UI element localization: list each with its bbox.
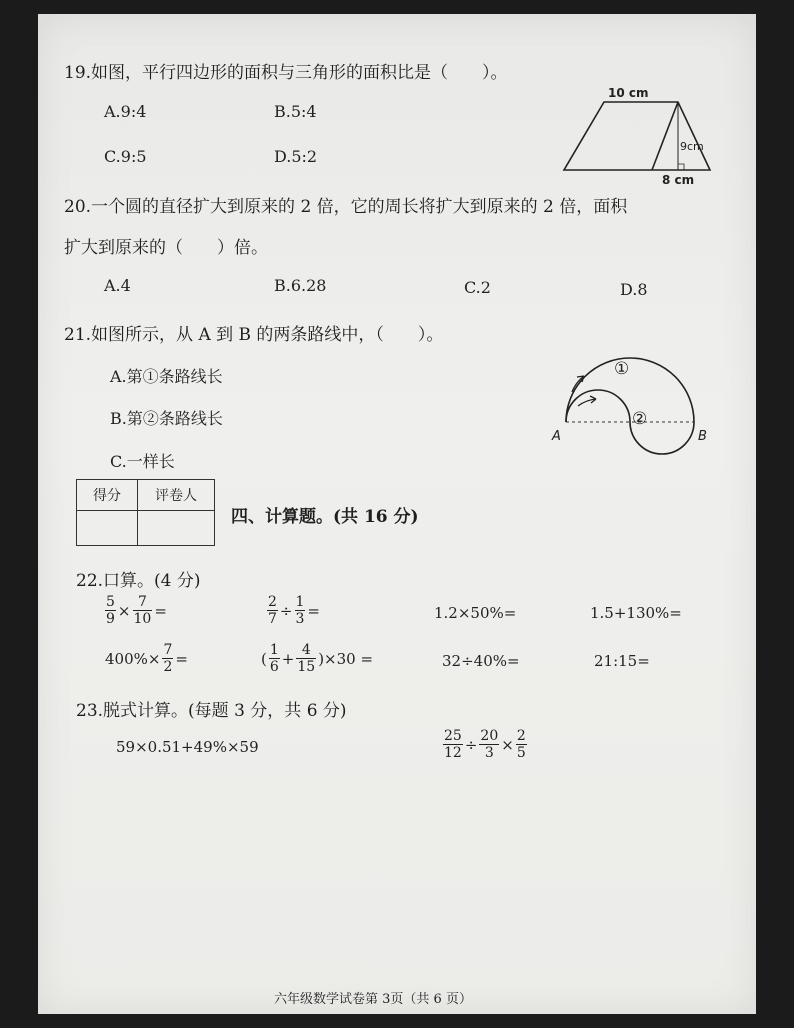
q20-option-d: D.8 [620, 280, 648, 299]
score-cell [77, 511, 138, 546]
fraction: $\frac{1}{6}$ [269, 642, 279, 675]
route-1-arc [566, 358, 694, 422]
score-table [76, 479, 215, 546]
q22-expr-8: 21:15= [594, 652, 650, 670]
q20-stem-line1: 20.一个圆的直径扩大到原来的 2 倍，它的周长将扩大到原来的 2 倍，面积 [64, 197, 628, 217]
height-label: 9cm [680, 140, 704, 153]
section-4-title: 四、计算题。(共 16 分) [231, 507, 419, 527]
fraction: $\frac{5}{9}$ [106, 594, 115, 627]
q19-option-d: D.5:2 [274, 147, 318, 166]
grader-cell [138, 511, 215, 546]
score-header: 得分 [77, 480, 138, 511]
route-1-label: ① [614, 359, 630, 379]
top-length-label: 10 cm [608, 86, 649, 100]
fraction: $\frac{7}{2}$ [163, 642, 173, 675]
route-2-arc-upper [566, 390, 630, 422]
label-a: A [552, 429, 561, 444]
divider-line [652, 102, 678, 170]
page-footer: 六年级数学试卷第 3页（共 6 页） [274, 992, 472, 1007]
label-b: B [698, 429, 707, 444]
fraction: $\frac{2}{7}$ [268, 594, 277, 627]
exam-page [38, 14, 756, 1014]
fraction: $\frac{4}{15}$ [297, 642, 316, 675]
q19-option-b: B.5:4 [274, 102, 317, 121]
q22-expr-6: ( $\frac{1}{6}$ + $\frac{4}{15}$ )×30 = [261, 642, 374, 675]
q20-stem-line2: 扩大到原来的（ ）倍。 [64, 238, 268, 258]
q20-option-a: A.4 [104, 276, 131, 295]
q21-option-b: B.第②条路线长 [110, 409, 223, 428]
q23-stem: 23.脱式计算。(每题 3 分，共 6 分) [76, 701, 347, 721]
q20-option-b: B.6.28 [274, 276, 327, 295]
q23-expr-2: $\frac{25}{12}$ ÷ $\frac{20}{3}$ × $\frac{2}{5}$ [444, 728, 526, 761]
fraction: $\frac{25}{12}$ [444, 728, 462, 761]
q22-stem: 22.口算。(4 分) [76, 571, 201, 591]
q19-figure [558, 84, 718, 194]
q20-option-c: C.2 [464, 278, 491, 297]
fraction: $\frac{7}{10}$ [133, 594, 152, 627]
q19-option-a: A.9:4 [104, 102, 147, 121]
fraction: $\frac{2}{5}$ [516, 728, 526, 761]
route-2-arrow [578, 396, 596, 406]
grader-header: 评卷人 [138, 480, 215, 511]
q21-figure [546, 340, 726, 470]
q21-stem: 21.如图所示，从 A 到 B 的两条路线中，（ ）。 [64, 325, 444, 345]
q22-expr-4: 1.5+130%= [590, 604, 682, 622]
parallelogram-triangle-shape [564, 102, 710, 170]
q22-expr-7: 32÷40%= [442, 652, 520, 670]
q19-option-c: C.9:5 [104, 147, 147, 166]
q19-stem: 19.如图，平行四边形的面积与三角形的面积比是（ ）。 [64, 63, 508, 83]
base-length-label: 8 cm [662, 173, 695, 187]
fraction: $\frac{1}{3}$ [295, 594, 305, 627]
fraction: $\frac{20}{3}$ [480, 728, 499, 761]
q22-expr-1: $\frac{5}{9}$ × $\frac{7}{10}$ = [106, 594, 167, 627]
q21-option-c: C.一样长 [110, 452, 175, 471]
right-angle-mark [678, 164, 684, 170]
q21-option-a: A.第①条路线长 [110, 367, 223, 386]
q23-expr-1: 59×0.51+49%×59 [116, 738, 259, 756]
route-2-label: ② [632, 409, 648, 429]
q22-expr-2: $\frac{2}{7}$ ÷ $\frac{1}{3}$ = [268, 594, 320, 627]
q22-expr-3: 1.2×50%= [434, 604, 517, 622]
q22-expr-5: 400%× $\frac{7}{2}$ = [105, 642, 188, 675]
